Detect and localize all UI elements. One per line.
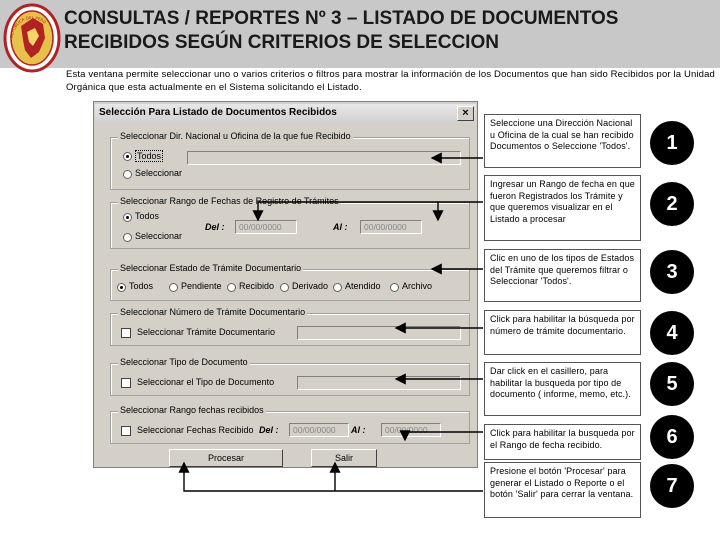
received-from-field[interactable]: 00/00/0000 bbox=[289, 423, 349, 437]
step-4-description: Click para habilitar la búsqueda por número de trámite documentario. bbox=[484, 310, 641, 355]
arrow-step-6 bbox=[405, 432, 483, 440]
dates-to-field[interactable]: 00/00/0000 bbox=[360, 220, 422, 234]
status-label-pendiente: Pendiente bbox=[181, 281, 222, 291]
status-label-atendido: Atendido bbox=[345, 281, 381, 291]
step-1-description: Seleccione una Dirección Nacional u Oficina de la cual se han recibido Documentos o Seleccione 'Todos'. bbox=[484, 114, 641, 168]
group-register-dates-legend: Seleccionar Rango de Fechas de Registro de Trámites bbox=[120, 196, 339, 206]
intro-paragraph: Esta ventana permite seleccionar uno o varios criterios o filtros para mostrar la información de los Documentos que han sido Recibidos por la Unidad Orgánica que esta actualmente en el Sistema solicitando el Listado. bbox=[66, 69, 715, 93]
page-title-line-2: RECIBIDOS SEGÚN CRITERIOS DE SELECCION bbox=[64, 32, 499, 53]
step-7-badge: 7 bbox=[650, 464, 694, 508]
received-to-field[interactable]: 00/00/0000 bbox=[381, 423, 441, 437]
group-tramite-number-legend: Seleccionar Número de Trámite Documentario bbox=[120, 307, 306, 317]
exit-button[interactable]: Salir bbox=[311, 449, 377, 467]
tramite-number-label: Seleccionar Trámite Documentario bbox=[137, 327, 276, 337]
dates-from-field[interactable]: 00/00/0000 bbox=[235, 220, 297, 234]
step-2-description: Ingresar un Rango de fecha en que fueron Registrados los Trámite y que queremos visualizar en el Listado a procesar bbox=[484, 175, 641, 241]
step-6-description: Click para habilitar la busqueda por el Rango de fecha recibido. bbox=[484, 424, 641, 460]
arrow-step-2b bbox=[258, 202, 438, 220]
dates-to-label: Al : bbox=[333, 222, 348, 232]
process-button[interactable]: Procesar bbox=[169, 449, 283, 467]
office-select-label: Seleccionar bbox=[135, 168, 183, 178]
step-3-description: Clic en uno de los tipos de Estados del Trámite que queremos filtrar o Seleccionar 'Todos'. bbox=[484, 249, 641, 302]
step-5-badge: 5 bbox=[650, 362, 694, 406]
close-button[interactable]: × bbox=[457, 106, 474, 121]
status-label-derivado: Derivado bbox=[292, 281, 329, 291]
status-label-recibido: Recibido bbox=[239, 281, 275, 291]
page-title-line-1: CONSULTAS / REPORTES Nº 3 – LISTADO DE DOCUMENTOS bbox=[64, 8, 619, 29]
received-dates-label: Seleccionar Fechas Recibido bbox=[137, 425, 254, 435]
dates-from-label: Del : bbox=[205, 222, 225, 232]
dates-all-label: Todos bbox=[135, 211, 160, 221]
status-label-todos: Todos bbox=[129, 281, 154, 291]
office-all-label: Todos bbox=[137, 151, 162, 161]
step-3-badge: 3 bbox=[650, 250, 694, 294]
group-doc-type-legend: Seleccionar Tipo de Documento bbox=[120, 357, 248, 367]
step-5-description: Dar click en el casillero, para habilitar la busqueda por tipo de documento ( informe, memo, etc.). bbox=[484, 362, 641, 416]
step-1-badge: 1 bbox=[650, 121, 694, 165]
dates-select-label: Seleccionar bbox=[135, 231, 183, 241]
dialog-title: Selección Para Listado de Documentos Recibidos bbox=[99, 107, 337, 118]
group-received-dates-legend: Seleccionar Rango fechas recibidos bbox=[120, 405, 264, 415]
step-7-description: Presione el botón 'Procesar' para generar el Listado o Reporte o el botón 'Salir' para cerrar la ventana. bbox=[484, 462, 641, 518]
step-6-badge: 6 bbox=[650, 415, 694, 459]
group-status-legend: Seleccionar Estado de Trámite Documentario bbox=[120, 263, 302, 273]
step-2-badge: 2 bbox=[650, 182, 694, 226]
received-from-label: Del : bbox=[259, 425, 279, 435]
group-office-legend: Seleccionar Dir. Nacional u Oficina de la que fue Recibido bbox=[120, 131, 351, 141]
arrow-step-7 bbox=[184, 463, 483, 491]
logo-text: REPÚBLICA DEL PERÚ bbox=[8, 14, 48, 39]
doc-type-label: Seleccionar el Tipo de Documento bbox=[137, 377, 275, 387]
arrow-step-2a bbox=[438, 202, 483, 220]
step-4-badge: 4 bbox=[650, 311, 694, 355]
status-label-archivo: Archivo bbox=[402, 281, 433, 291]
received-to-label: Al : bbox=[351, 425, 366, 435]
